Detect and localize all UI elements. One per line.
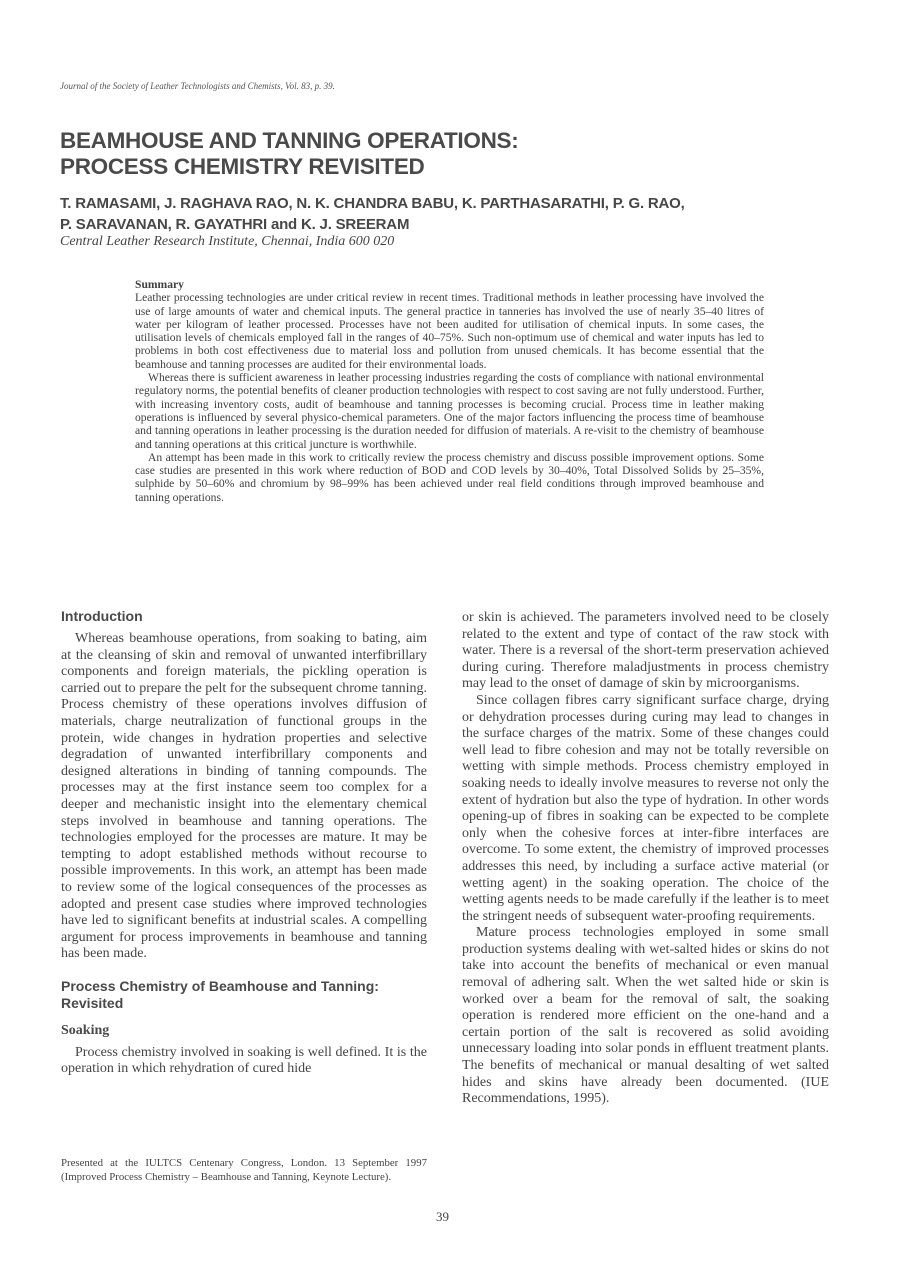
process-chemistry-heading: Process Chemistry of Beamhouse and Tanning: Revisited bbox=[61, 977, 379, 1011]
footnote: Presented at the IULTCS Centenary Congress, London. 13 September 1997 (Improved Process Chemistry – Beamhouse and Tanning, Keynote Lecture). bbox=[61, 1157, 427, 1183]
title-line-1: BEAMHOUSE AND TANNING OPERATIONS: bbox=[60, 128, 519, 153]
summary-block bbox=[135, 278, 764, 504]
summary-paragraph-2: Whereas there is sufficient awareness in leather processing industries regarding the costs of compliance with national environmental regulatory norms, the potential benefits of cleaner production technologies with respect to cost saving are not fully understood. Further, with increasing inventory costs, audit of beamhouse and tanning processes is becoming crucial. Process time in leather making operations is influenced by several physico-chemical parameters. One of the major factors influencing the process time of beamhouse and tanning operations in leather processing is the duration needed for diffusion of materials. A re-visit to the chemistry of beamhouse and tanning operations at this critical juncture is worthwhile. bbox=[135, 371, 764, 451]
right-paragraph-2: Since collagen fibres carry significant surface charge, drying or dehydration processes during curing may lead to changes in the surface charges of the matrix. Some of these changes could well lead to fibre cohesion and may not be totally reversible on wetting with simple methods. Process chemistry employed in soaking needs to ideally involve measures to reverse not only the extent of hydration but also the type of hydration. In other words opening-up of fibres in soaking can be expected to be complete only when the cohesive forces at inter-fibre interfaces are overcome. To some extent, the chemistry of improved processes addresses this need, by including a surface active material (or wetting agent) in the soaking operation. The choice of the wetting agents needs to be made carefully if the leather is to meet the stringent needs of subsequent water-proofing requirements. bbox=[462, 692, 829, 924]
summary-heading: Summary bbox=[135, 278, 184, 291]
introduction-paragraph: Whereas beamhouse operations, from soaking to bating, aim at the cleansing of skin and removal of unwanted interfibrillary components and foreign materials, the pickling operation is carried out to prepare the pelt for the subsequent chrome tanning. Process chemistry of these operations involves diffusion of materials, charge neutralization of functional groups in the protein, wide changes in hydration properties and selective degradation of unwanted interfibrillary components and designed alterations in binding of tanning compounds. The processes may at the first instance seem too complex for a deeper and mechanistic insight into the elementary chemical steps involved in beamhouse and tanning operations. The technologies employed for the processes are mature. It may be tempting to adopt established methods without recourse to possible improvements. In this work, an attempt has been made to review some of the logical consequences of the processes as adopted and present case studies where improved technologies have led to significant benefits at industrial scales. A compelling argument for process improvements in beamhouse and tanning has been made. bbox=[61, 631, 427, 962]
summary-paragraph-1: Leather processing technologies are under critical review in recent times. Traditional methods in leather processing have involved the use of large amounts of water and chemical inputs. The general practice in tanneries has involved the use of nearly 35–40 litres of water per kilogram of leather processed. Processes have not been audited for utilisation of chemical inputs. In some cases, the utilisation levels of chemicals employed fall in the ranges of 40–75%. Such non-optimum use of chemical and water inputs has led to problems in both cost effectiveness due to material loss and pollution from unused chemicals. It has become essential that the beamhouse and tanning processes are audited for their environmental loads. bbox=[135, 291, 764, 371]
summary-paragraph-3: An attempt has been made in this work to critically review the process chemistry and discuss possible improvement options. Some case studies are presented in this work where reduction of BOD and COD levels by 30–40%, Total Dissolved Solids by 25–35%, sulphide by 50–60% and chromium by 98–99% has been achieved under real field conditions through improved beamhouse and tanning operations. bbox=[135, 450, 764, 504]
journal-citation: Journal of the Society of Leather Technologists and Chemists, Vol. 83, p. 39. bbox=[60, 81, 335, 91]
right-column bbox=[462, 610, 829, 1108]
paper-title bbox=[60, 128, 518, 180]
page-number: 39 bbox=[436, 1209, 449, 1224]
title-line-2: PROCESS CHEMISTRY REVISITED bbox=[60, 154, 425, 179]
introduction-heading: Introduction bbox=[61, 608, 143, 624]
authors-line-1: T. RAMASAMI, J. RAGHAVA RAO, N. K. CHANDRA BABU, K. PARTHASARATHI, P. G. RAO, bbox=[60, 195, 685, 212]
authors-line-2: P. SARAVANAN, R. GAYATHRI and K. J. SREERAM bbox=[60, 216, 410, 233]
right-paragraph-3: Mature process technologies employed in some small production systems dealing with wet-salted hides or skins do not take into account the benefits of mechanical or even manual removal of adhering salt. When the wet salted hide or skin is worked over a beam for the removal of salt, the soaking operation is rendered more efficient on the one-hand and a certain portion of the salt is recovered as solid avoiding unnecessary loading into solar ponds in effluent treatment plants. The benefits of mechanical or manual desalting of wet salted hides and skins have already been documented. (IUE Recommendations, 1995). bbox=[462, 925, 829, 1107]
soaking-heading: Soaking bbox=[61, 1022, 110, 1038]
left-column bbox=[61, 608, 427, 1078]
author-list bbox=[60, 193, 685, 235]
affiliation: Central Leather Research Institute, Chennai, India 600 020 bbox=[60, 234, 395, 249]
soaking-paragraph: Process chemistry involved in soaking is well defined. It is the operation in which rehydration of cured hide bbox=[61, 1044, 427, 1077]
right-paragraph-1: or skin is achieved. The parameters involved need to be closely related to the extent and type of contact of the raw stock with water. There is a reversal of the short-term preservation achieved during curing. Therefore maladjustments in process chemistry may lead to the onset of damage of skin by microorganisms. bbox=[462, 610, 829, 692]
